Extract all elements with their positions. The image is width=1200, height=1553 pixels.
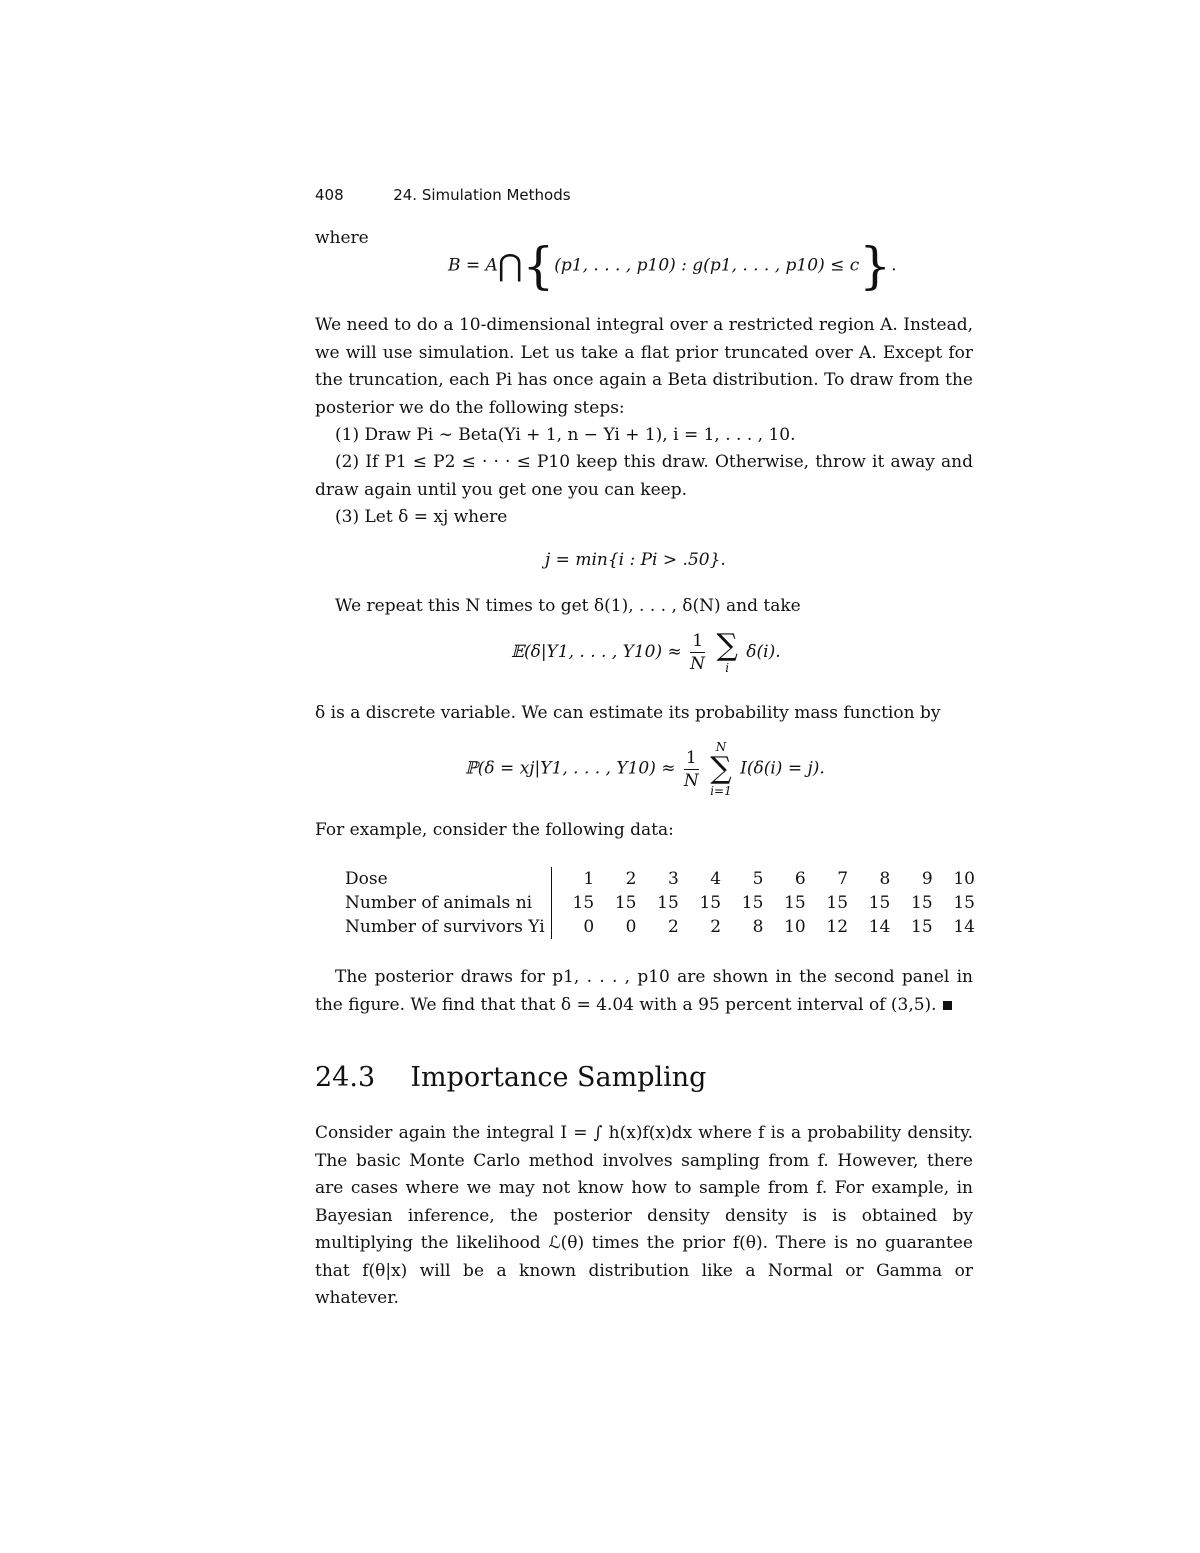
qed-square-icon [943,1001,952,1010]
running-title: 24. Simulation Methods [393,186,571,204]
page-number: 408 [315,186,344,204]
row-label: Dose [345,867,551,891]
page-header [315,186,571,204]
equation-probability: ℙ(δ = xj|Y1, . . . , Y10) ≈ $\frac{1}{N}$ N ∑ i=1 I(δ(i) = j). [465,740,825,798]
step-3: (3) Let δ = xj where [335,507,508,527]
equation-b-set: (p1, . . . , p10) : g(p1, . . . , p10) ≤ c [554,255,860,276]
paragraph-posterior: The posterior draws for p1, . . . , p10 are shown in the second panel in the figure. We find that that δ = 4.04 with a 95 percent interval of (3,5). [315,967,973,1015]
sum-symbol: N ∑ i=1 [710,740,732,798]
paragraph-simulation: We need to do a 10-dimensional integral over a restricted region A. Instead, we will use simulation. Let us take a flat prior truncated over A. Except for the truncation, each Pi has once again a Beta distribution. To draw from the posterior we do the following steps: [315,315,973,418]
dose-table [345,867,975,939]
table-row: Number of animals ni 15 15 15 15 15 15 15 15 15 15 [345,893,975,913]
where-label: where [315,228,369,248]
section-heading [315,1062,706,1093]
row-label: Number of animals ni [345,891,551,915]
paragraph-importance: Consider again the integral I = ∫ h(x)f(x)dx where f is a probability density. The basic Monte Carlo method involves sampling from f. However, there are cases where we may not know how to sample from f. For example, in Bayesian inference, the posterior density density is is obtained by multiplying the likelihood ℒ(θ) times the prior f(θ). There is no guarantee that f(θ|x) will be a known distribution like a Normal or Gamma or whatever. [315,1123,973,1308]
table-row: Number of survivors Yi 0 0 2 2 8 10 12 14 15 14 [345,917,975,937]
section-number: 24.3 [315,1062,376,1093]
step-2: (2) If P1 ≤ P2 ≤ · · · ≤ P10 keep this draw. Otherwise, throw it away and draw again until you get one you can keep. [315,452,973,500]
step-1: (1) Draw Pi ∼ Beta(Yi + 1, n − Yi + 1), i = 1, . . . , 10. [335,425,796,445]
fraction: $\frac{1}{N}$ [683,747,699,791]
section-title: Importance Sampling [410,1062,707,1093]
example-line: For example, consider the following data: [315,820,674,840]
equation-j: j = min{i : Pi > .50}. [545,550,726,570]
sum-symbol: ∑ i [716,627,738,675]
discrete-line: δ is a discrete variable. We can estimate its probability mass function by [315,703,941,723]
row-label: Number of survivors Yi [345,915,551,939]
equation-b-lhs: B = A [448,255,498,276]
fraction: $\frac{1}{N}$ [690,631,706,674]
equation-expectation: 𝔼(δ|Y1, . . . , Y10) ≈ $\frac{1}{N}$ ∑ i δ(i). [511,627,781,675]
table-row: Dose 1 2 3 4 5 6 7 8 9 10 [345,869,975,889]
repeat-line: We repeat this N times to get δ(1), . . . , δ(N) and take [335,596,801,616]
equation-b: B = A⋂{(p1, . . . , p10) : g(p1, . . . , p10) ≤ c}. [448,237,897,295]
